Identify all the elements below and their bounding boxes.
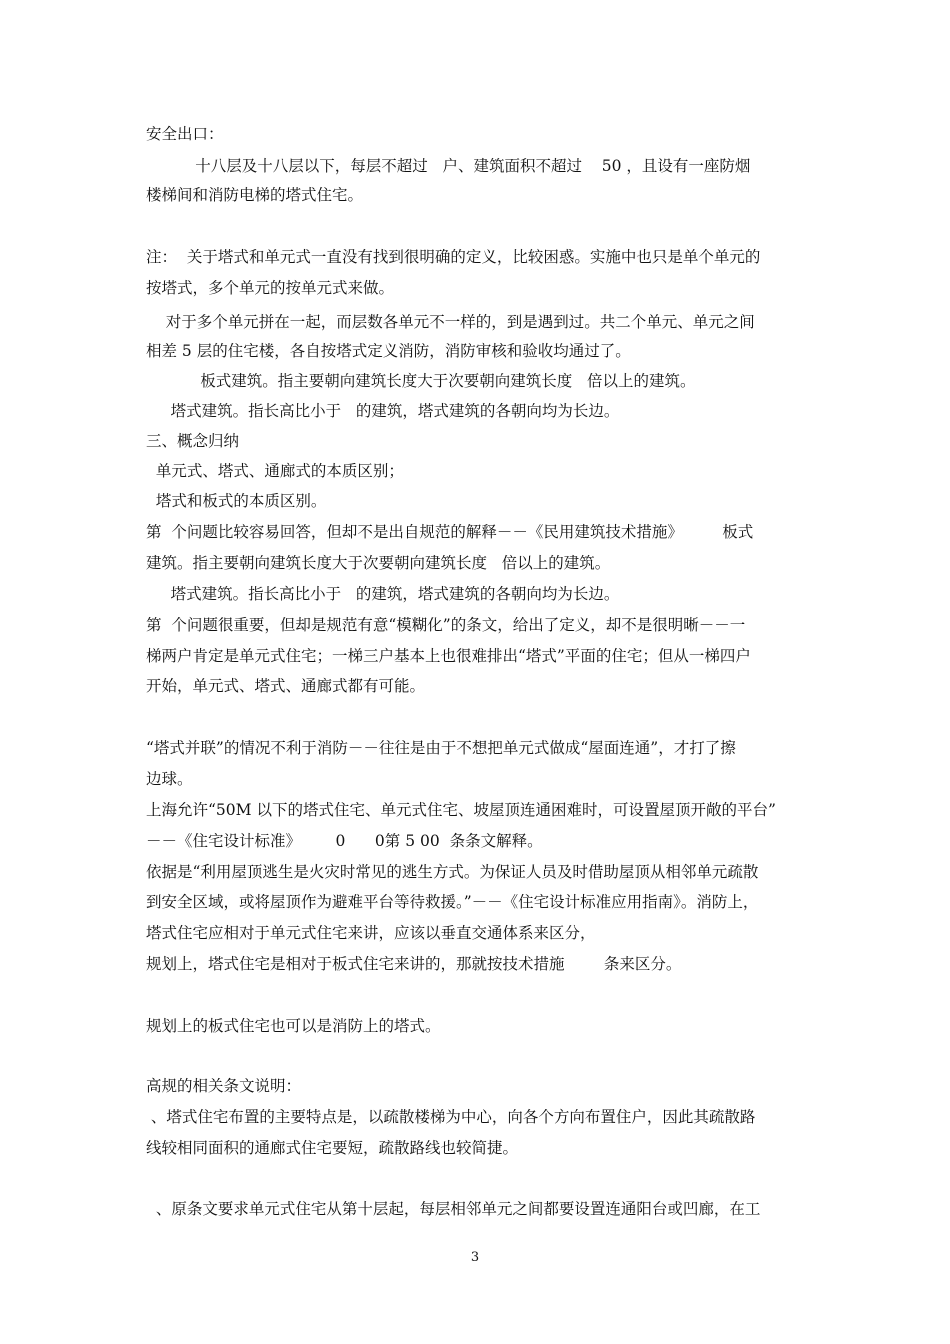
- text-line: 、原条文要求单元式住宅从第十层起，每层相邻单元之间都要设置连通阳台或凹廊，在工: [146, 1200, 761, 1218]
- text-line: “塔式并联”的情况不利于消防－－往往是由于不想把单元式做成“屋面连通”，才打了擦: [146, 739, 736, 757]
- text-line: 上海允许“50M 以下的塔式住宅、单元式住宅、坡屋顶连通困难时，可设置屋顶开敞的平台”: [146, 801, 776, 819]
- text-line: 按塔式，多个单元的按单元式来做。: [146, 279, 395, 297]
- page-number: 3: [470, 1250, 480, 1265]
- text-line: 规划上的板式住宅也可以是消防上的塔式。: [146, 1017, 441, 1035]
- text-line: 第 个问题很重要，但却是规范有意“模糊化”的条文，给出了定义，却不是很明晰－－一: [146, 616, 746, 634]
- text-line: 相差 5 层的住宅楼，各自按塔式定义消防，消防审核和验收均通过了。: [146, 342, 631, 360]
- list-item: 单元式、塔式、通廊式的本质区别；: [146, 462, 404, 480]
- text-line: 依据是“利用屋顶逃生是火灾时常见的逃生方式。为保证人员及时借助屋顶从相邻单元疏散: [146, 863, 759, 881]
- list-item: 塔式和板式的本质区别。: [146, 492, 327, 510]
- text-line: 开始，单元式、塔式、通廊式都有可能。: [146, 677, 426, 695]
- text-line: 规划上，塔式住宅是相对于板式住宅来讲的，那就按技术措施 条来区分。: [146, 955, 682, 973]
- text-line: 建筑。指主要朝向建筑长度大于次要朝向建筑长度 倍以上的建筑。: [146, 554, 611, 572]
- text-line: 安全出口：: [146, 125, 224, 143]
- text-line: 楼梯间和消防电梯的塔式住宅。: [146, 186, 364, 204]
- text-line: 塔式建筑。指长高比小于 的建筑，塔式建筑的各朝向均为长边。: [146, 402, 620, 420]
- text-line: 到安全区域，或将屋顶作为避难平台等待救援。”－－《住宅设计标准应用指南》。消防上，: [146, 893, 759, 911]
- text-line: 第 个问题比较容易回答，但却不是出自规范的解释－－《民用建筑技术措施》 板式: [146, 523, 754, 541]
- text-line: 对于多个单元拼在一起，而层数各单元不一样的，到是遇到过。共二个单元、单元之间: [146, 313, 755, 331]
- text-line: 塔式住宅应相对于单元式住宅来讲，应该以垂直交通体系来区分，: [146, 924, 596, 942]
- text-line: 塔式建筑。指长高比小于 的建筑，塔式建筑的各朝向均为长边。: [146, 585, 620, 603]
- text-line: 板式建筑。指主要朝向建筑长度大于次要朝向建筑长度 倍以上的建筑。: [146, 372, 696, 390]
- text-line: 线较相同面积的通廊式住宅要短，疏散路线也较简捷。: [146, 1139, 519, 1157]
- section-heading: 三、概念归纳: [146, 432, 240, 450]
- text-line: 梯两户肯定是单元式住宅；一梯三户基本上也很难排出“塔式”平面的住宅；但从一梯四户: [146, 647, 751, 665]
- text-line: 、塔式住宅布置的主要特点是，以疏散楼梯为中心，向各个方向布置住户，因此其疏散路: [146, 1108, 756, 1126]
- text-line: 边球。: [146, 770, 193, 788]
- text-line: 十八层及十八层以下，每层不超过 户、建筑面积不超过 50 ，且设有一座防烟: [146, 157, 751, 175]
- text-line: 高规的相关条文说明：: [146, 1077, 302, 1095]
- text-line: －－《住宅设计标准》 0 0第 5 00 条条文解释。: [146, 832, 543, 850]
- text-line: 注： 关于塔式和单元式一直没有找到很明确的定义，比较困惑。实施中也只是单个单元的: [146, 248, 761, 266]
